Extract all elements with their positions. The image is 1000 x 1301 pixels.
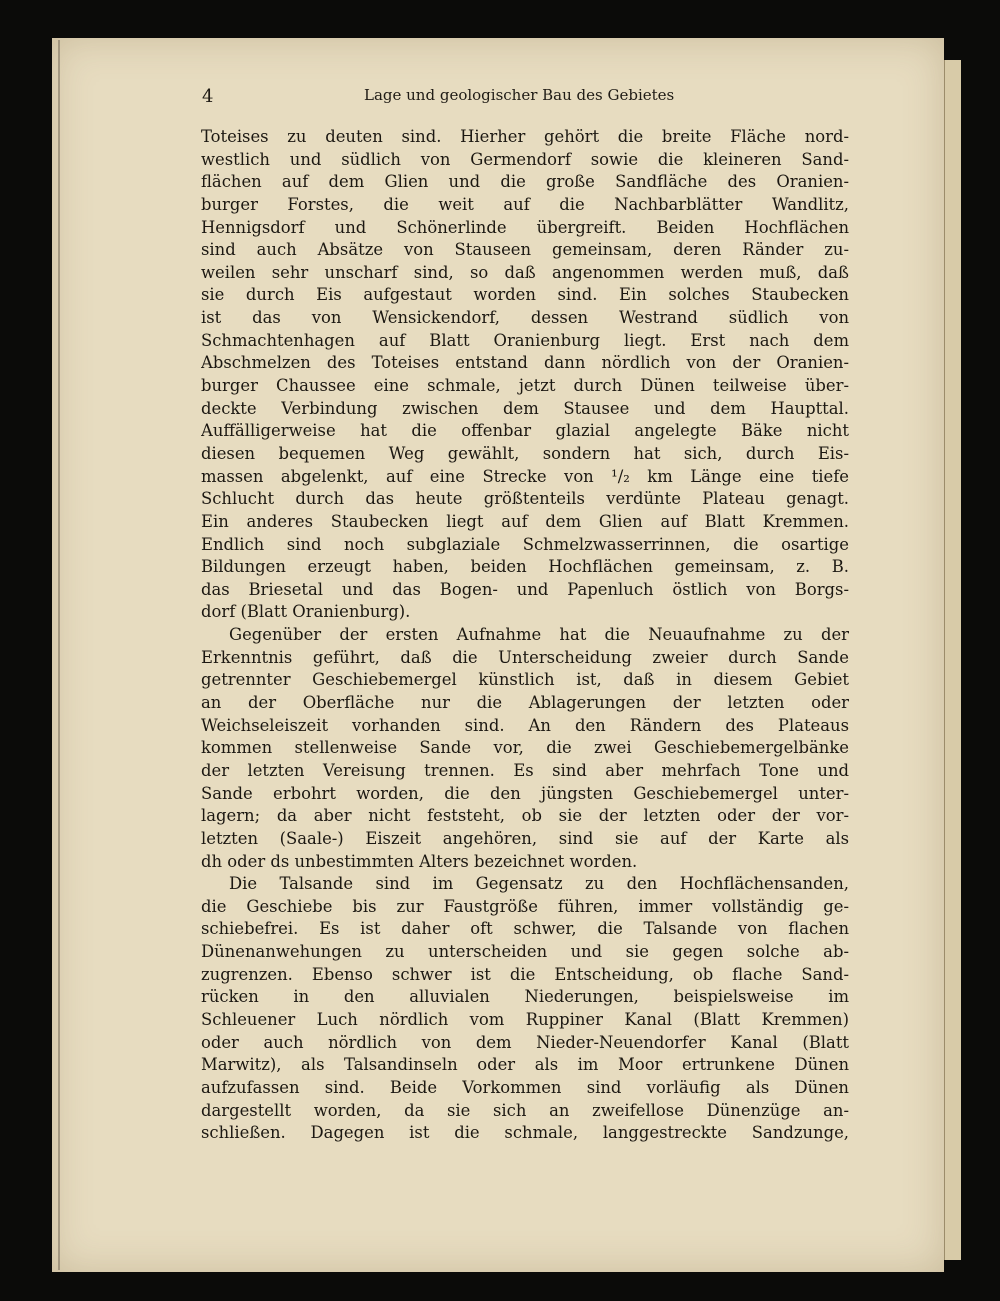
text-line: Sande erbohrt worden, die den jüngsten Geschiebemergel unter- [201,783,849,803]
text-line: dargestellt worden, da sie sich an zweifellose Dünenzüge an- [201,1100,849,1120]
text-line: Die Talsande sind im Gegensatz zu den Hochflächensanden, [229,874,849,894]
text-line: Schmachtenhagen auf Blatt Oranienburg liegt. Erst nach dem [201,330,849,350]
text-line: weilen sehr unscharf sind, so daß angenommen werden muß, daß [201,262,849,282]
text-line: Dünenanwehungen zu unterscheiden und sie gegen solche ab- [201,942,849,962]
text-line: Abschmelzen des Toteises entstand dann nördlich von der Oranien- [201,353,849,373]
text-line: kommen stellenweise Sande vor, die zwei Geschiebemergelbänke [201,738,849,758]
text-line: burger Chaussee eine schmale, jetzt durch Dünen teilweise über- [201,376,849,396]
text-line: letzten (Saale-) Eiszeit angehören, sind sie auf der Karte als [201,828,849,848]
text-line: sind auch Absätze von Stauseen gemeinsam, deren Ränder zu- [201,240,849,260]
text-line: westlich und südlich von Germendorf sowie die kleineren Sand- [201,149,849,169]
text-line: die Geschiebe bis zur Faustgröße führen, immer vollständig ge- [201,896,849,916]
page-header [0,86,1000,110]
text-line: dh oder ds unbestimmten Alters bezeichnet worden. [201,851,638,871]
page-number: 4 [202,86,214,107]
text-line: Bildungen erzeugt haben, beiden Hochflächen gemeinsam, z. B. [201,557,849,577]
next-page-edge [944,60,961,1260]
text-line: das Briesetal und das Bogen- und Papenluch östlich von Borgs- [201,579,849,599]
text-line: rücken in den alluvialen Niederungen, beispielsweise im [201,987,849,1007]
body-text [201,126,849,1145]
text-line: diesen bequemen Weg gewählt, sondern hat sich, durch Eis- [201,443,849,463]
text-line: Schlucht durch das heute größtenteils verdünte Plateau genagt. [201,489,849,509]
text-line: Endlich sind noch subglaziale Schmelzwasserrinnen, die osartige [201,534,849,554]
text-line: lagern; da aber nicht feststeht, ob sie der letzten oder der vor- [201,806,849,826]
text-line: burger Forstes, die weit auf die Nachbarblätter Wandlitz, [201,194,849,214]
text-line: Hennigsdorf und Schönerlinde übergreift. Beiden Hochflächen [201,217,849,237]
text-line: Gegenüber der ersten Aufnahme hat die Neuaufnahme zu der [229,625,849,645]
running-title: Lage und geologischer Bau des Gebietes [364,86,675,104]
text-line: oder auch nördlich von dem Nieder-Neuendorfer Kanal (Blatt [201,1032,849,1052]
text-line: schiebefrei. Es ist daher oft schwer, die Talsande von flachen [201,919,849,939]
text-line: zugrenzen. Ebenso schwer ist die Entscheidung, ob flache Sand- [201,964,849,984]
text-line: deckte Verbindung zwischen dem Stausee und dem Haupttal. [201,398,849,418]
text-line: massen abgelenkt, auf eine Strecke von ¹/₂ km Länge eine tiefe [201,466,849,486]
text-line: der letzten Vereisung trennen. Es sind aber mehrfach Tone und [201,760,849,780]
text-line: flächen auf dem Glien und die große Sandfläche des Oranien- [201,172,849,192]
text-line: sie durch Eis aufgestaut worden sind. Ein solches Staubecken [201,285,849,305]
text-line: Marwitz), als Talsandinseln oder als im Moor ertrunkene Dünen [201,1055,849,1075]
text-line: dorf (Blatt Oranienburg). [201,602,411,622]
text-line: Erkenntnis geführt, daß die Unterscheidung zweier durch Sande [201,647,849,667]
text-line: Weichseleiszeit vorhanden sind. An den Rändern des Plateaus [201,715,849,735]
text-line: Auffälligerweise hat die offenbar glazial angelegte Bäke nicht [201,421,849,441]
text-line: aufzufassen sind. Beide Vorkommen sind vorläufig als Dünen [201,1077,849,1097]
text-line: an der Oberfläche nur die Ablagerungen der letzten oder [201,693,849,713]
text-line: Ein anderes Staubecken liegt auf dem Glien auf Blatt Kremmen. [201,511,849,531]
text-line: schließen. Dagegen ist die schmale, langgestreckte Sandzunge, [201,1123,849,1143]
text-line: ist das von Wensickendorf, dessen Westrand südlich von [201,308,849,328]
text-line: Schleuener Luch nördlich vom Ruppiner Kanal (Blatt Kremmen) [201,1009,849,1029]
text-line: Toteises zu deuten sind. Hierher gehört die breite Fläche nord- [201,127,849,146]
binding-gutter [58,40,60,1270]
text-line: getrennter Geschiebemergel künstlich ist, daß in diesem Gebiet [201,670,849,690]
